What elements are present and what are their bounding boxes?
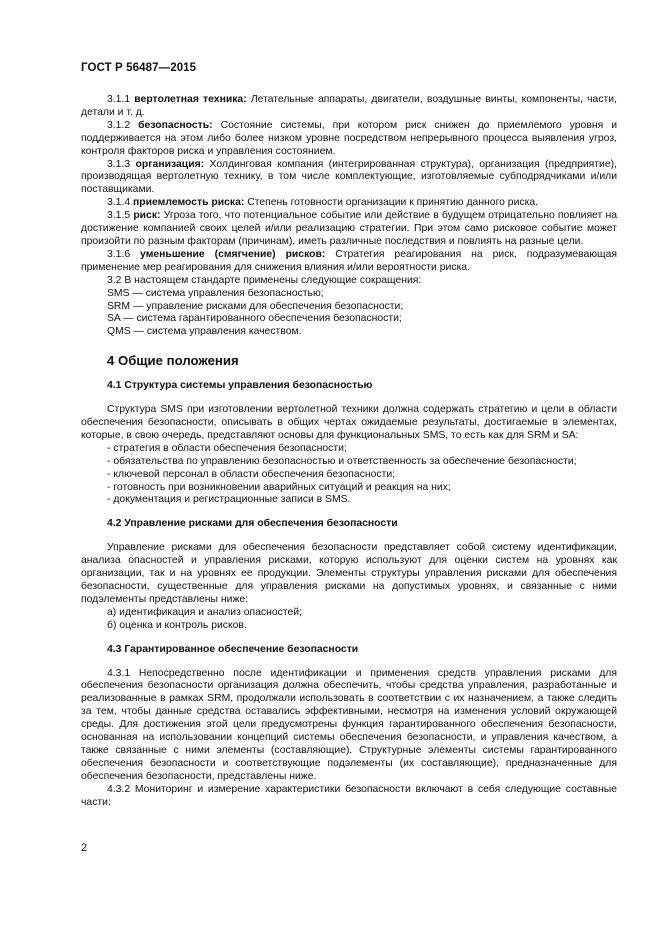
abbreviation-item: SMS — система управления безопасностью; [107,287,324,299]
definition-3-1-5: 3.1.5 риск: Угроза того, что потенциальное событие или действие в будущем отрицательно повлияет на достижение компанией своих целей и/или реализацию стратегии. При этом само рисковое событие может произойти по разным факторам (причинам), иметь различные последствия и повлиять на разные цели. [81,210,617,247]
section-4-1-paragraph: Структура SMS при изготовлении вертолетной техники должна содержать стратегию и цели в области обеспечения безопасности, описывать в общих чертах ожидаемые результаты, достигаемые в элементах, которые, в свою очередь, представляют основы для функциональных SMS, то есть как для SRM и SA: [81,404,617,441]
definition-3-1-4: 3.1.4 приемлемость риска: Степень готовности организации к принятию данного риска. [107,197,539,209]
list-item: - обязательства по управлению безопасностью и ответственность за обеспечение безопасности; [107,455,577,467]
section-4-2-title: 4.2 Управление рисками для обеспечения безопасности [107,518,398,530]
section-4-3-1-paragraph: 4.3.1 Непосредственно после идентификации и применения средств управления рисками для обеспечения безопасности организация должна обеспечить, чтобы средства управления, разработанные и реализованные в рамках SRM, продолжали использовать в соответствии с их назначением, а также следить за тем, чтобы данные средства оставались эффективными, несмотря на изменения условий окружающей среды. Для достижения этой цели предусмотрены функция гарантированного обеспечения безопасности, основанная на использовании концепций системы обеспечения безопасности, и управления качеством, а также связанные с ними элементы (составляющие). Структурные элементы системы гарантированного обеспечения безопасности и соответствующие подэлементы (их составляющие), предназначенные для обеспечения безопасности, представлены ниже. [81,667,617,782]
abbreviation-item: SA — система гарантированного обеспечения безопасности; [107,313,402,325]
section-4-3-title: 4.3 Гарантированное обеспечение безопасности [107,643,359,655]
definition-3-1-2: 3.1.2 безопасность: Состояние системы, при котором риск снижен до приемлемого уровня и поддерживается на этом либо более низком уровне посредством непрерывного процесса выявления угроз, контроля факторов риска и управления состоянием. [81,119,618,157]
definition-3-1-6: 3.1.6 уменьшение (смягчение) рисков: Стратегия реагирования на риск, подразумевающая применение мер реагирования для снижения влияния и/или вероятности риска. [81,248,617,273]
definition-3-1-3: 3.1.3 организация: Холдинговая компания (интегрированная структура), организация (предприятие), производящая вертолетную технику, в том числе комплектующие, изготовляемые субподрядчиками и/или поставщиками. [81,158,617,196]
section-4-1-title: 4.1 Структура системы управления безопасностью [107,380,373,392]
section-4-2-paragraph: Управление рисками для обеспечения безопасности представляет собой систему идентификации, анализа опасностей и управления рисками, которую используют для оценки систем на уровнях как организации, так и на уровнях ее продукции. Элементы структуры управления рисками для обеспечения безопасности, существенные для управления рисками на допустимых уровнях, и связанные с ними подэлементы представлены ниже: [81,542,617,605]
section-4-3-2-paragraph: 4.3.2 Мониторинг и измерение характеристики безопасности включают в себя следующие составные части: [81,783,617,808]
definition-3-1-1: 3.1.1 вертолетная техника: Летательные аппараты, двигатели, воздушные винты, компоненты, части, детали и т. д. [81,94,617,118]
list-item: б) оценка и контроль рисков. [107,619,247,631]
list-item: - стратегия в области обеспечения безопасности; [107,442,347,454]
list-item: - документация и регистрационные записи в SMS. [107,494,351,506]
document-body [81,94,617,810]
abbreviation-item: SRM — управление рисками для обеспечения безопасности; [107,300,404,312]
page-number: 2 [81,842,88,854]
standard-header: ГОСТ Р 56487—2015 [81,62,197,74]
section-4-title: 4 Общие положения [107,353,239,369]
abbreviation-item: QMS — система управления качеством. [107,326,302,338]
list-item: а) идентификация и анализ опасностей; [107,606,302,618]
list-item: - готовность при возникновении аварийных ситуаций и реакция на них; [107,481,451,493]
list-item: - ключевой персонал в области обеспечения безопасности; [107,468,396,480]
abbreviations-intro: 3.2 В настоящем стандарте применены следующие сокращения: [107,274,422,286]
